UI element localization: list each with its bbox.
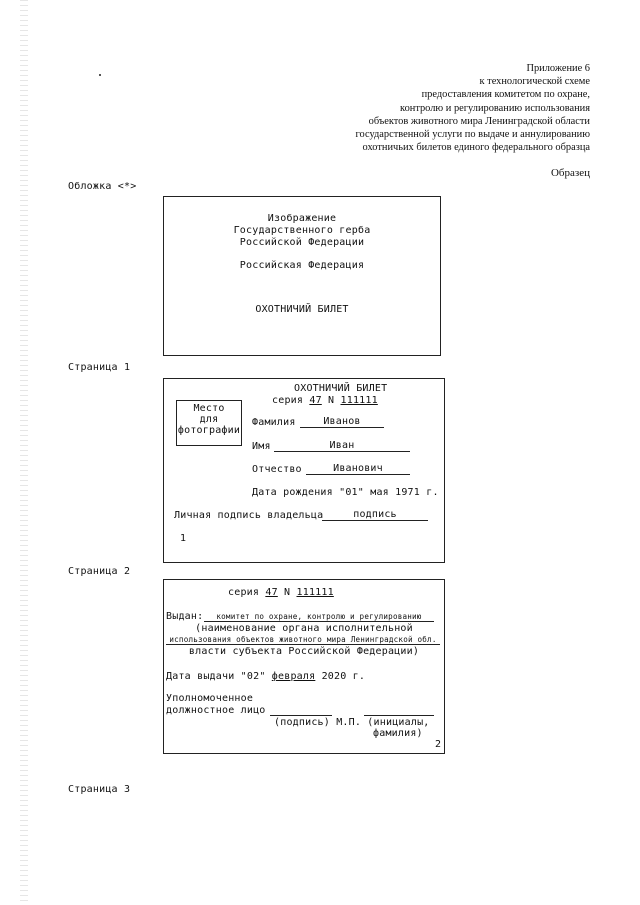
scan-speck [99, 74, 101, 76]
surname-value: Иванов [300, 416, 384, 428]
issue-date-label: Дата выдачи [166, 671, 235, 682]
name-label: Имя [252, 441, 271, 452]
appendix-line: предоставления комитетом по охране, [421, 89, 590, 101]
page1-number: 1 [180, 533, 187, 544]
series-value: 47 [309, 395, 322, 406]
cover-country: Российская Федерация [239, 260, 365, 271]
issue-year: 2020 г. [321, 671, 366, 682]
page1-box [163, 378, 445, 563]
birth-label: Дата рождения [252, 487, 333, 498]
official-hints: (подпись) М.П. (инициалы, [274, 717, 430, 728]
birth-day: "01" [339, 487, 364, 498]
cover-label: Обложка <*> [68, 181, 137, 192]
sample-label: Образец [550, 167, 590, 179]
surname-label: Фамилия [252, 417, 296, 428]
number-sign: N [284, 587, 291, 598]
official-line1: Уполномоченное [166, 693, 254, 704]
patronymic-value: Иванович [306, 463, 410, 475]
page2-number: 2 [435, 739, 442, 750]
page1-title: ОХОТНИЧИЙ БИЛЕТ [294, 383, 388, 394]
official-initials-line [364, 704, 434, 716]
issued-hint-line1: (наименование органа исполнительной [195, 623, 413, 634]
number-value: 111111 [296, 587, 334, 598]
photo-line: Место [193, 403, 225, 414]
issue-date-row [166, 671, 365, 682]
issue-month: февраля [271, 671, 316, 682]
emblem-line: Изображение [267, 213, 337, 224]
name-value: Иван [274, 440, 410, 452]
appendix-header [290, 62, 590, 154]
page2-series-row [228, 587, 334, 598]
page3-label: Страница 3 [68, 784, 131, 795]
scan-edge [20, 0, 28, 905]
page1-series-row [272, 395, 378, 406]
issued-label: Выдан: [166, 611, 204, 622]
issued-by-line1: комитет по охране, контролю и регулированию [204, 612, 434, 622]
series-value: 47 [265, 587, 278, 598]
official-hints2: фамилия) [373, 728, 423, 739]
page1-label: Страница 1 [68, 362, 131, 373]
patronymic-label: Отчество [252, 464, 302, 475]
appendix-line: к технологической схеме [479, 76, 590, 88]
birth-month-year: мая 1971 г. [370, 487, 439, 498]
number-sign: N [328, 395, 335, 406]
emblem-line: Государственного герба [233, 225, 371, 236]
appendix-line: государственной услуги по выдаче и аннулированию [355, 129, 590, 141]
appendix-line: объектов животного мира Ленинградской области [368, 115, 590, 127]
photo-line: фотографии [177, 425, 241, 436]
issue-day: "02" [240, 671, 266, 682]
photo-line: для [199, 414, 219, 425]
appendix-line: охотничьих билетов единого федерального образца [362, 142, 590, 154]
number-value: 111111 [340, 395, 378, 406]
official-line2: должностное лицо [166, 705, 266, 716]
signature-label: Личная подпись владельца [174, 510, 324, 521]
photo-placeholder [176, 400, 242, 446]
birth-row [252, 487, 439, 498]
page2-box [163, 579, 445, 754]
page2-label: Страница 2 [68, 566, 131, 577]
appendix-line: Приложение 6 [526, 63, 590, 74]
emblem-line: Российской Федерации [239, 237, 365, 248]
issued-by-line2: использования объектов животного мира Ленинградской обл. [166, 635, 440, 645]
issued-hint-line2: власти субъекта Российской Федерации) [188, 646, 420, 657]
cover-title: ОХОТНИЧИЙ БИЛЕТ [255, 304, 349, 315]
series-prefix: серия [228, 587, 260, 598]
appendix-line: контролю и регулированию использования [400, 102, 590, 114]
series-prefix: серия [272, 395, 304, 406]
official-signature-line [270, 704, 332, 716]
signature-value: подпись [322, 509, 428, 521]
cover-box [163, 196, 441, 356]
